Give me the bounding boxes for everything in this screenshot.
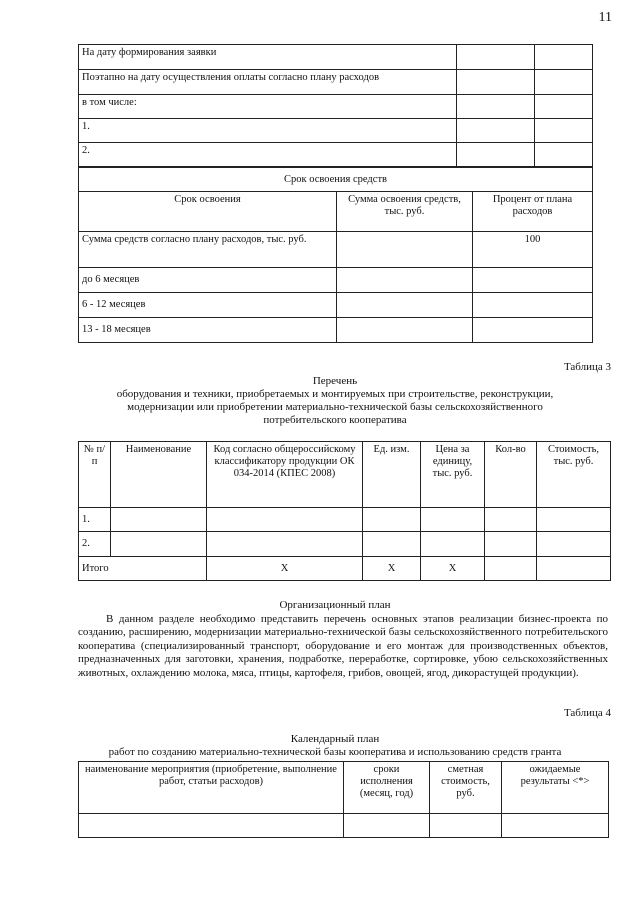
org-plan-text: В данном разделе необходимо представить перечень основных этапов реализации бизнес-проекта по созданию, расширению, модернизации материально-технической базы сельскохозяйственного потребительского кооператива (специализированный транспорт, оборудование и его монтаж для производственных объектов, предназначенных для заготовки, хранения, подработке, переработке, сортировке, убою сельскохозяйственных животных, охлаждению молока, мяса, птицы, картофеля, грибов, овощей, ягод, дикорастущей продукции). (78, 613, 608, 679)
column-header: сроки исполнения (месяц, год) (344, 762, 430, 814)
org-plan-title: Организационный план (279, 599, 391, 611)
column-header: Процент от плана расходов (473, 192, 593, 232)
table-cell: Х (363, 557, 421, 581)
column-header: Сумма освоения средств, тыс. руб. (337, 192, 473, 232)
table-cell: Сумма средств согласно плану расходов, тыс. руб. (79, 232, 337, 268)
table4-label: Таблица 4 (563, 707, 611, 719)
table-cell (473, 268, 593, 293)
column-header: Ед. изм. (363, 442, 421, 508)
table-cell: 2. (79, 532, 111, 557)
table-cell (337, 232, 473, 268)
calendar-table (78, 761, 609, 838)
table-cell (337, 318, 473, 343)
table-cell: 2. (79, 143, 457, 167)
column-header: сметная стоимость, руб. (430, 762, 502, 814)
table-cell (337, 268, 473, 293)
equipment-table (78, 441, 611, 581)
table-cell: 1. (79, 508, 111, 532)
table-cell (473, 318, 593, 343)
table-cell (485, 557, 537, 581)
table-cell: Х (207, 557, 363, 581)
table-cell: На дату формирования заявки (79, 45, 457, 70)
table-cell (337, 293, 473, 318)
column-header: Наименование (111, 442, 207, 508)
table-cell: 100 (473, 232, 593, 268)
column-header: Срок освоения (79, 192, 337, 232)
table-cell: в том числе: (79, 95, 457, 119)
column-header: Цена за единицу, тыс. руб. (421, 442, 485, 508)
total-label: Итого (79, 557, 207, 581)
page-number: 11 (598, 10, 612, 25)
table-cell: Поэтапно на дату осуществления оплаты согласно плану расходов (79, 70, 457, 95)
table-cell (473, 293, 593, 318)
table3-label: Таблица 3 (563, 361, 611, 373)
column-header: № п/п (79, 442, 111, 508)
table3-title: Перечень оборудования и техники, приобретаемых и монтируемых при строительстве, реконструкции, модернизации или приобретении материально-технической базы сельскохозяйственного потребительского кооператива (116, 375, 554, 426)
column-header: наименование мероприятия (приобретение, выполнение работ, статьи расходов) (79, 762, 344, 814)
table-cell: Х (421, 557, 485, 581)
column-header: ожидаемые результаты <*> (502, 762, 609, 814)
column-header: Код согласно общероссийскому классификатору продукции ОК 034-2014 (КПЕС 2008) (207, 442, 363, 508)
table-cell: 13 - 18 месяцев (79, 318, 337, 343)
table-cell: 1. (79, 119, 457, 143)
term-table (78, 167, 593, 343)
table-cell (537, 557, 611, 581)
table-cell: 6 - 12 месяцев (79, 293, 337, 318)
funding-table (78, 44, 593, 167)
table-cell: до 6 месяцев (79, 268, 337, 293)
table4-title: Календарный план работ по созданию материально-технической базы кооператива и использованию средств гранта (108, 733, 562, 758)
column-header: Кол-во (485, 442, 537, 508)
column-header: Стоимость, тыс. руб. (537, 442, 611, 508)
section-title: Срок освоения средств (79, 168, 593, 192)
